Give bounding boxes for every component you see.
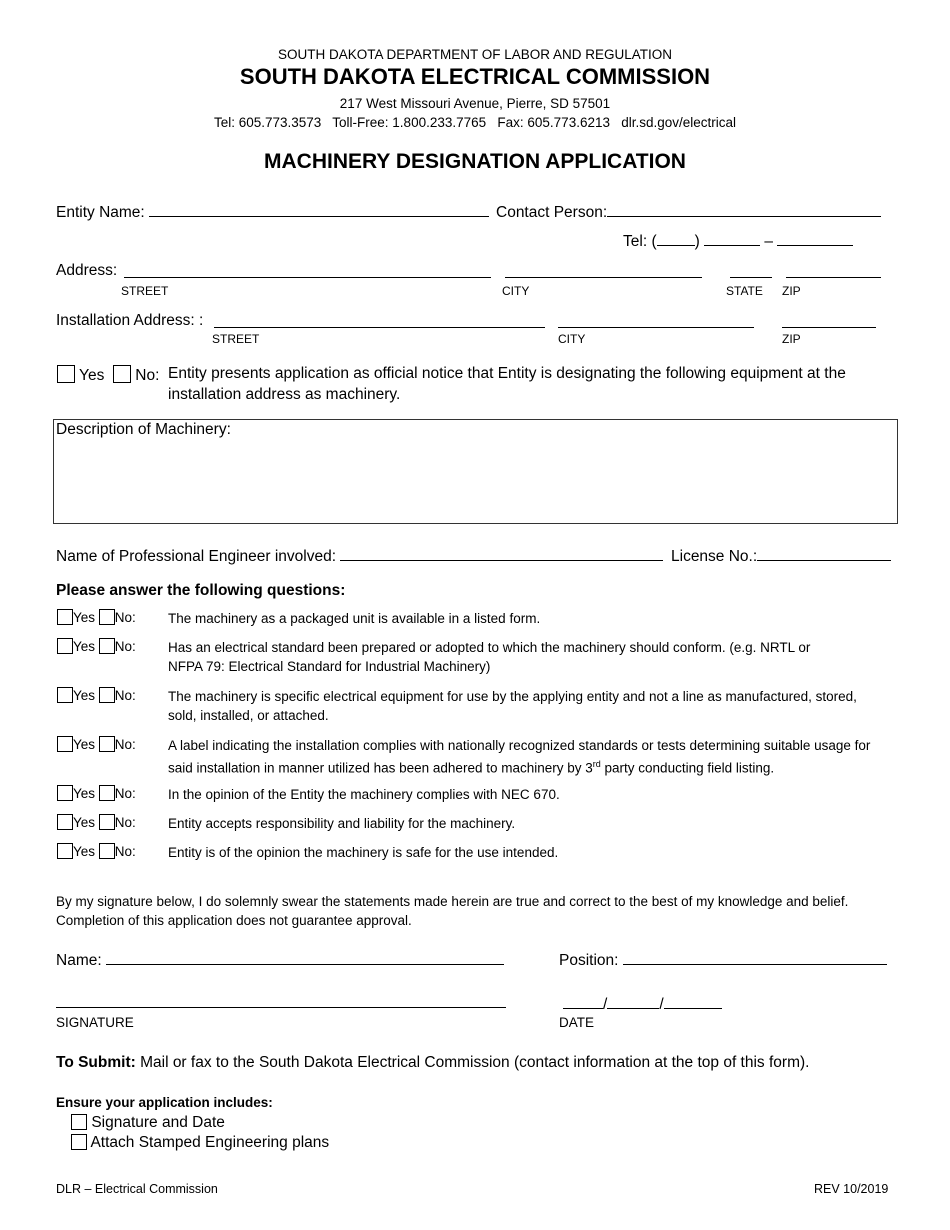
contact-person-label: Contact Person: (496, 204, 608, 221)
date-slash-1: / (603, 996, 608, 1013)
installation-zip-caption: ZIP (782, 332, 801, 346)
question-1-text: The machinery as a packaged unit is available in a listed form. (168, 611, 541, 626)
checklist-signature-checkbox[interactable] (71, 1114, 87, 1130)
address-label: Address: (56, 262, 118, 279)
question-1-yes-checkbox[interactable] (57, 609, 73, 625)
license-label: License No.: (671, 548, 758, 565)
checklist-plans-label: Attach Stamped Engineering plans (90, 1134, 330, 1151)
tel-area-code-field[interactable] (657, 230, 695, 246)
question-3-yes-checkbox[interactable] (57, 687, 73, 703)
date-day-field[interactable] (607, 993, 659, 1009)
checklist-heading: Ensure your application includes: (56, 1095, 273, 1110)
commission-name: SOUTH DAKOTA ELECTRICAL COMMISSION (239, 64, 711, 89)
no-label: No: (114, 844, 136, 859)
question-1-yes-no (57, 609, 136, 625)
yes-label: Yes (73, 815, 96, 830)
installation-zip-field[interactable] (782, 312, 876, 328)
address-state-caption: STATE (726, 284, 763, 298)
no-label: No: (114, 737, 136, 752)
entity-name-field[interactable] (149, 201, 489, 217)
date-slash-2: / (659, 996, 664, 1013)
question-1-no-checkbox[interactable] (99, 609, 115, 625)
question-2-yes-checkbox[interactable] (57, 638, 73, 654)
installation-address-label: Installation Address: : (56, 312, 204, 329)
yes-label: Yes (73, 610, 96, 625)
question-7-yes-no (57, 843, 136, 859)
submit-text: Mail or fax to the South Dakota Electrical Commission (contact information at the top of this form). (135, 1054, 810, 1071)
signer-name-label: Name: (56, 952, 102, 969)
checklist-item-plans (71, 1134, 329, 1152)
question-3-yes-no (57, 687, 136, 703)
question-4-superscript: rd (592, 759, 601, 769)
submit-instructions (56, 1054, 809, 1072)
installation-street-caption: STREET (212, 332, 260, 346)
tel-dash: – (764, 233, 774, 250)
engineer-name-field[interactable] (340, 545, 663, 561)
question-4-text (168, 736, 883, 778)
tel-paren-close: ) (694, 233, 700, 250)
installation-city-field[interactable] (558, 312, 754, 328)
tel-paren-open: ( (651, 233, 657, 250)
designation-no-label: No: (135, 367, 160, 384)
signature-field[interactable] (56, 992, 506, 1008)
date-month-field[interactable] (563, 993, 603, 1009)
question-4-yes-checkbox[interactable] (57, 736, 73, 752)
no-label: No: (114, 688, 136, 703)
question-6-no-checkbox[interactable] (99, 814, 115, 830)
position-field[interactable] (623, 949, 887, 965)
question-5-yes-no (57, 785, 136, 801)
address-city-caption: CITY (502, 284, 530, 298)
questions-heading: Please answer the following questions: (56, 582, 346, 599)
designation-statement: Entity presents application as official notice that Entity is designating the following equipment at the installation address as machinery. (168, 365, 846, 403)
address-street-caption: STREET (121, 284, 169, 298)
no-label: No: (114, 815, 136, 830)
tel-label: Tel: (623, 233, 648, 250)
no-label: No: (114, 786, 136, 801)
question-6-yes-no (57, 814, 136, 830)
question-7-no-checkbox[interactable] (99, 843, 115, 859)
engineer-row (56, 545, 663, 566)
signer-name-row (56, 949, 504, 970)
checklist-plans-checkbox[interactable] (71, 1134, 87, 1150)
address-zip-caption: ZIP (782, 284, 801, 298)
checklist-signature-label: Signature and Date (91, 1114, 225, 1131)
entity-name-row (56, 201, 489, 222)
contact-person-row (496, 201, 881, 222)
no-label: No: (114, 639, 136, 654)
tel-prefix-field[interactable] (704, 230, 760, 246)
question-7-text: Entity is of the opinion the machinery is safe for the use intended. (168, 845, 559, 860)
question-6-yes-checkbox[interactable] (57, 814, 73, 830)
question-2-text: Has an electrical standard been prepared or adopted to which the machinery should conform. (e.g. NRTL or NFPA 79: Electrical Standard for Industrial Machinery) (168, 640, 811, 674)
signer-name-field[interactable] (106, 949, 504, 965)
commission-contact: Tel: 605.773.3573 Toll-Free: 1.800.233.7765 Fax: 605.773.6213 dlr.sd.gov/electrical (213, 115, 737, 130)
position-label: Position: (559, 952, 619, 969)
department-name: SOUTH DAKOTA DEPARTMENT OF LABOR AND REGULATION (277, 47, 673, 62)
question-4-no-checkbox[interactable] (99, 736, 115, 752)
installation-street-field[interactable] (214, 312, 545, 328)
form-title: MACHINERY DESIGNATION APPLICATION (264, 150, 686, 173)
address-state-field[interactable] (730, 262, 772, 278)
footer-revision: REV 10/2019 (814, 1182, 889, 1196)
question-3-text: The machinery is specific electrical equipment for use by the applying entity and not a line as manufactured, stored, sold, installed, or attached. (168, 689, 857, 723)
position-row (559, 949, 887, 970)
question-5-yes-checkbox[interactable] (57, 785, 73, 801)
description-box[interactable] (53, 419, 898, 524)
tel-row (623, 230, 853, 251)
designation-yes-label: Yes (79, 367, 105, 384)
address-street-field[interactable] (124, 262, 491, 278)
designation-no-checkbox[interactable] (113, 365, 131, 383)
question-5-no-checkbox[interactable] (99, 785, 115, 801)
checklist-item-signature (71, 1114, 225, 1132)
submit-label: To Submit: (56, 1054, 136, 1071)
address-city-field[interactable] (505, 262, 702, 278)
engineer-label: Name of Professional Engineer involved: (56, 548, 337, 565)
question-5-text: In the opinion of the Entity the machinery complies with NEC 670. (168, 787, 560, 802)
yes-label: Yes (73, 737, 96, 752)
question-3-no-checkbox[interactable] (99, 687, 115, 703)
question-2-yes-no (57, 638, 136, 654)
oath-statement: By my signature below, I do solemnly swear the statements made herein are true and correct to the best of my knowledge and belief. Completion of this application does not guarantee approval. (56, 894, 849, 928)
yes-label: Yes (73, 688, 96, 703)
designation-yes-checkbox[interactable] (57, 365, 75, 383)
date-row (563, 993, 722, 1014)
contact-person-field[interactable] (607, 201, 881, 217)
description-label: Description of Machinery: (56, 421, 231, 438)
no-label: No: (114, 610, 136, 625)
yes-label: Yes (73, 639, 96, 654)
commission-address: 217 West Missouri Avenue, Pierre, SD 57501 (339, 96, 611, 111)
tel-line-field[interactable] (777, 230, 853, 246)
address-zip-field[interactable] (786, 262, 881, 278)
license-row (671, 545, 891, 566)
yes-label: Yes (73, 786, 96, 801)
footer-left: DLR – Electrical Commission (56, 1182, 218, 1196)
designation-yes-no (57, 365, 159, 385)
license-number-field[interactable] (757, 545, 891, 561)
question-4-text-main: A label indicating the installation complies with nationally recognized standards or tests determining suitable usage for said installation in manner utilized has been adhered to machinery by 3 (168, 738, 871, 776)
question-6-text: Entity accepts responsibility and liability for the machinery. (168, 816, 516, 831)
entity-name-label: Entity Name: (56, 204, 145, 221)
question-4-text-end: party conducting field listing. (600, 760, 775, 776)
installation-city-caption: CITY (558, 332, 586, 346)
yes-label: Yes (73, 844, 96, 859)
question-2-no-checkbox[interactable] (99, 638, 115, 654)
question-4-yes-no (57, 736, 136, 752)
date-year-field[interactable] (664, 993, 722, 1009)
date-caption: DATE (559, 1015, 595, 1030)
question-7-yes-checkbox[interactable] (57, 843, 73, 859)
signature-caption: SIGNATURE (56, 1015, 134, 1030)
